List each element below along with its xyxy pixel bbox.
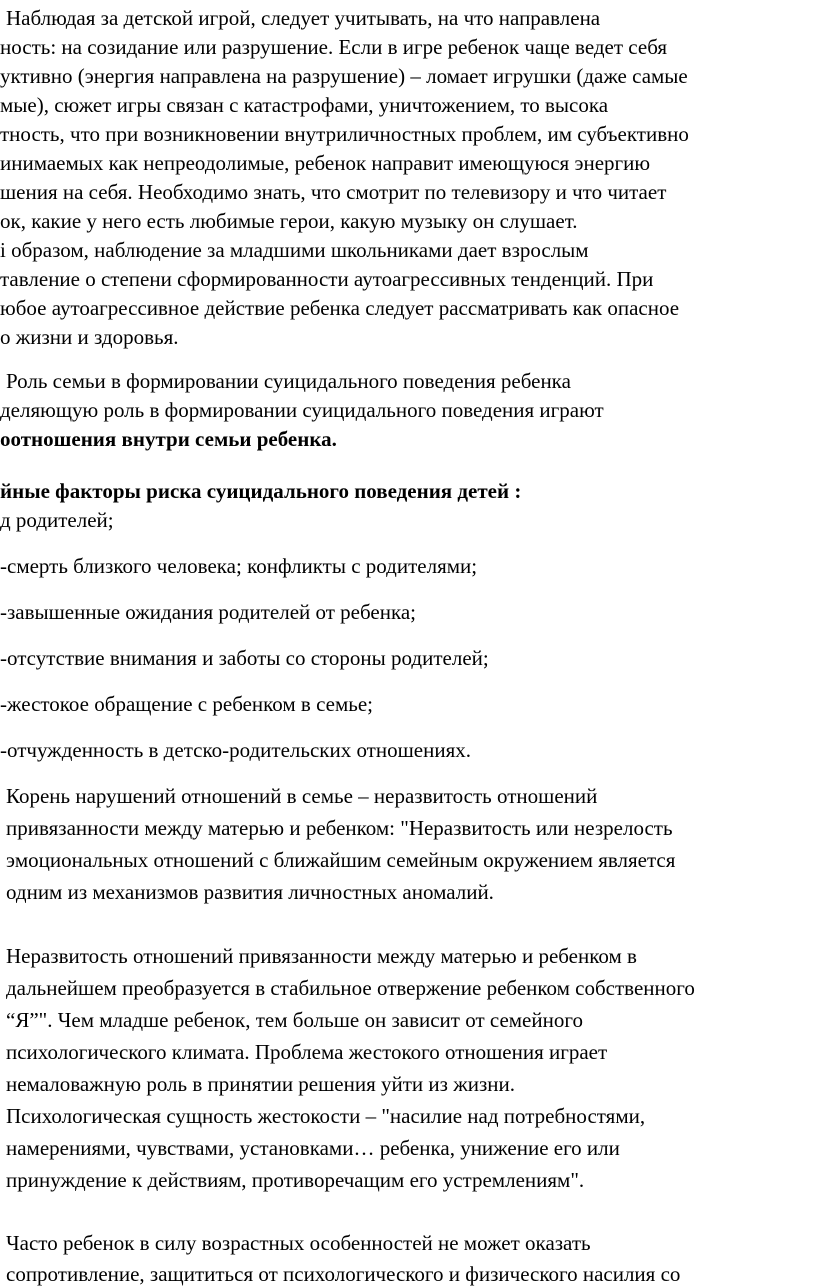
text-line: тавление о степени сформированности аутоагрессивных тенденций. При: [0, 267, 654, 291]
text-line: о жизни и здоровья.: [0, 325, 179, 349]
bold-text-line: оотношения внутри семьи ребенка.: [0, 427, 337, 451]
list-item: -жестокое обращение с ребенком в семье;: [0, 692, 374, 716]
text-line: немаловажную роль в принятии решения уйти из жизни.: [6, 1072, 515, 1096]
text-line: дальнейшем преобразуется в стабильное отвержение ребенком собственного: [6, 976, 695, 1000]
text-line: Наблюдая за детской игрой, следует учитывать, на что направлена: [6, 6, 601, 30]
text-line: принуждение к действиям, противоречащим его устремлениям".: [6, 1168, 585, 1192]
text-line: мые), сюжет игры связан с катастрофами, уничтожением, то высока: [0, 93, 609, 117]
text-line: “Я”". Чем младше ребенок, тем больше он зависит от семейного: [6, 1008, 583, 1032]
text-line: ок, какие у него есть любимые герои, какую музыку он слушает.: [0, 209, 578, 233]
text-line: привязанности между матерью и ребенком: "Неразвитость или незрелость: [6, 816, 673, 840]
text-line: тность, что при возникновении внутриличностных проблем, им субъективно: [0, 122, 689, 146]
text-line: і образом, наблюдение за младшими школьниками дает взрослым: [0, 238, 589, 262]
text-line: инимаемых как непреодолимые, ребенок направит имеющуюся энергию: [0, 151, 651, 175]
text-line: Психологическая сущность жестокости – "насилие над потребностями,: [6, 1104, 646, 1128]
text-line: ность: на созидание или разрушение. Если в игре ребенок чаще ведет себя: [0, 35, 668, 59]
text-line: Корень нарушений отношений в семье – неразвитость отношений: [6, 784, 598, 808]
text-line: намерениями, чувствами, установками… ребенка, унижение его или: [6, 1136, 620, 1160]
list-item: -отсутствие внимания и заботы со стороны родителей;: [0, 646, 489, 670]
text-line: сопротивление, защититься от психологического и физического насилия со: [6, 1262, 681, 1286]
text-line: Часто ребенок в силу возрастных особенностей не может оказать: [6, 1231, 591, 1255]
text-line: уктивно (энергия направлена на разрушение) – ломает игрушки (даже самые: [0, 64, 688, 88]
list-item: -смерть близкого человека; конфликты с родителями;: [0, 554, 478, 578]
text-line: эмоциональных отношений с ближайшим семейным окружением является: [6, 848, 676, 872]
text-line: Неразвитость отношений привязанности между матерью и ребенком в: [6, 944, 637, 968]
text-line: одним из механизмов развития личностных аномалий.: [6, 880, 494, 904]
text-line: юбое аутоагрессивное действие ребенка следует рассматривать как опасное: [0, 296, 680, 320]
list-item: д родителей;: [0, 508, 114, 532]
list-item: -отчужденность в детско-родительских отношениях.: [0, 738, 471, 762]
text-line: психологического климата. Проблема жестокого отношения играет: [6, 1040, 608, 1064]
list-heading: йные факторы риска суицидального поведения детей :: [0, 479, 522, 503]
section-heading: Роль семьи в формировании суицидального поведения ребенка: [6, 369, 571, 393]
list-item: -завышенные ожидания родителей от ребенка;: [0, 600, 416, 624]
text-line: деляющую роль в формировании суицидального поведения играют: [0, 398, 604, 422]
text-line: шения на себя. Необходимо знать, что смотрит по телевизору и что читает: [0, 180, 667, 204]
